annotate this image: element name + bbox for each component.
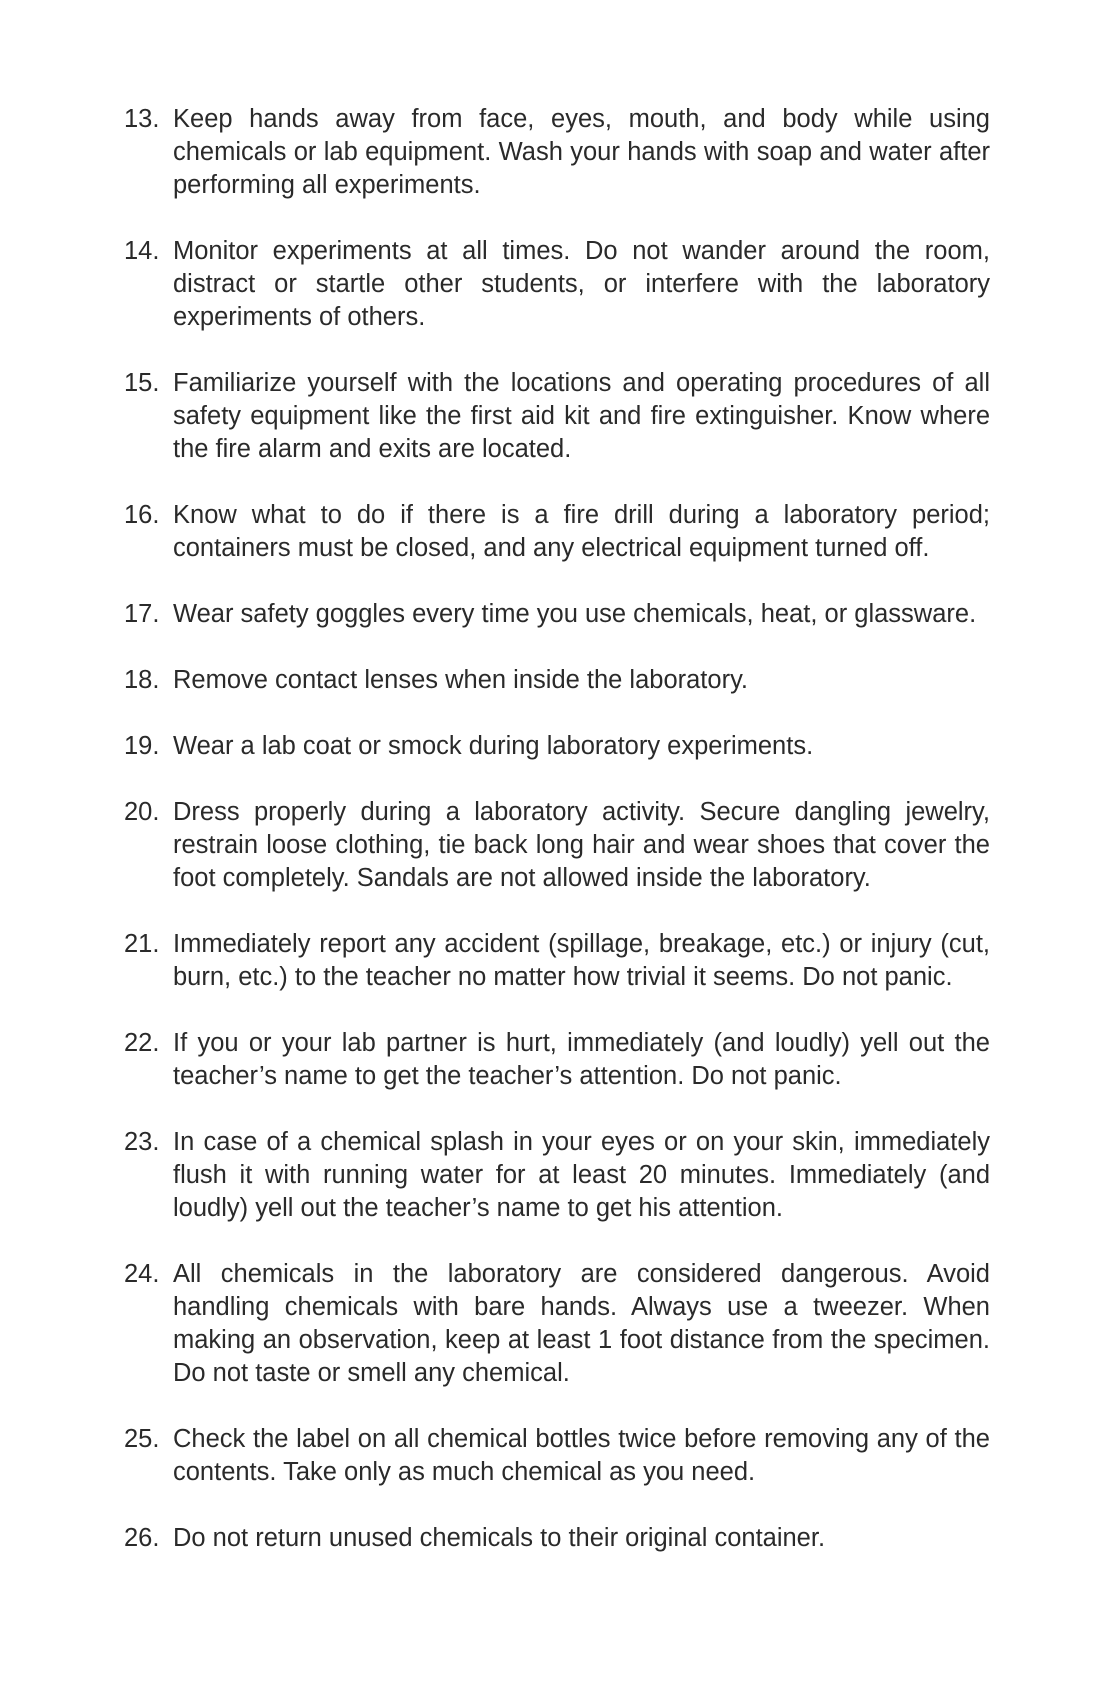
rule-text: Keep hands away from face, eyes, mouth, and body while using chemicals or lab equipment. Wash your hands with soap and water after performing all experiments. <box>173 105 990 199</box>
rule-number: 17. <box>124 600 160 628</box>
rule-text: Familiarize yourself with the locations and operating procedures of all safety equipment like the first aid kit and fire extinguisher. Know where the fire alarm and exits are located. <box>173 369 990 463</box>
rule-item <box>124 103 990 202</box>
rule-number: 20. <box>124 798 160 826</box>
rule-text: Know what to do if there is a fire drill during a laboratory period; containers must be closed, and any electrical equipment turned off. <box>173 501 990 562</box>
rule-item <box>124 664 990 697</box>
rule-item <box>124 928 990 994</box>
rule-text: Check the label on all chemical bottles twice before removing any of the contents. Take only as much chemical as you need. <box>173 1425 990 1486</box>
rule-item <box>124 1258 990 1390</box>
rule-text: Do not return unused chemicals to their original container. <box>173 1524 826 1552</box>
rule-text: Remove contact lenses when inside the laboratory. <box>173 666 749 694</box>
rule-number: 23. <box>124 1128 160 1156</box>
rule-number: 19. <box>124 732 160 760</box>
rule-text: Dress properly during a laboratory activity. Secure dangling jewelry, restrain loose clothing, tie back long hair and wear shoes that cover the foot completely. Sandals are not allowed inside the laboratory. <box>173 798 990 892</box>
rule-item <box>124 1027 990 1093</box>
rule-item <box>124 1126 990 1225</box>
rule-text: Monitor experiments at all times. Do not wander around the room, distract or startle other students, or interfere with the laboratory experiments of others. <box>173 237 990 331</box>
rule-number: 15. <box>124 369 160 397</box>
rule-number: 22. <box>124 1029 160 1057</box>
rule-text: Wear safety goggles every time you use chemicals, heat, or glassware. <box>173 600 977 628</box>
rule-text: All chemicals in the laboratory are considered dangerous. Avoid handling chemicals with bare hands. Always use a tweezer. When making an observation, keep at least 1 foot distance from the specimen. Do not taste or smell any chemical. <box>173 1260 990 1387</box>
rule-number: 26. <box>124 1524 160 1552</box>
rule-number: 13. <box>124 105 160 133</box>
rule-text: Wear a lab coat or smock during laboratory experiments. <box>173 732 814 760</box>
rule-item <box>124 235 990 334</box>
rule-item <box>124 367 990 466</box>
rule-number: 18. <box>124 666 160 694</box>
rule-text: If you or your lab partner is hurt, immediately (and loudly) yell out the teacher’s name to get the teacher’s attention. Do not panic. <box>173 1029 990 1090</box>
rule-number: 16. <box>124 501 160 529</box>
rule-item <box>124 1423 990 1489</box>
safety-rules-list <box>124 103 990 1555</box>
rule-item <box>124 598 990 631</box>
rule-number: 14. <box>124 237 160 265</box>
rule-item <box>124 796 990 895</box>
rule-number: 25. <box>124 1425 160 1453</box>
rule-text: In case of a chemical splash in your eyes or on your skin, immediately flush it with running water for at least 20 minutes. Immediately (and loudly) yell out the teacher’s name to get his attention. <box>173 1128 990 1222</box>
rule-number: 24. <box>124 1260 160 1288</box>
rule-item <box>124 499 990 565</box>
rule-number: 21. <box>124 930 160 958</box>
rule-item <box>124 730 990 763</box>
rule-item <box>124 1522 990 1555</box>
rule-text: Immediately report any accident (spillage, breakage, etc.) or injury (cut, burn, etc.) to the teacher no matter how trivial it seems. Do not panic. <box>173 930 990 991</box>
